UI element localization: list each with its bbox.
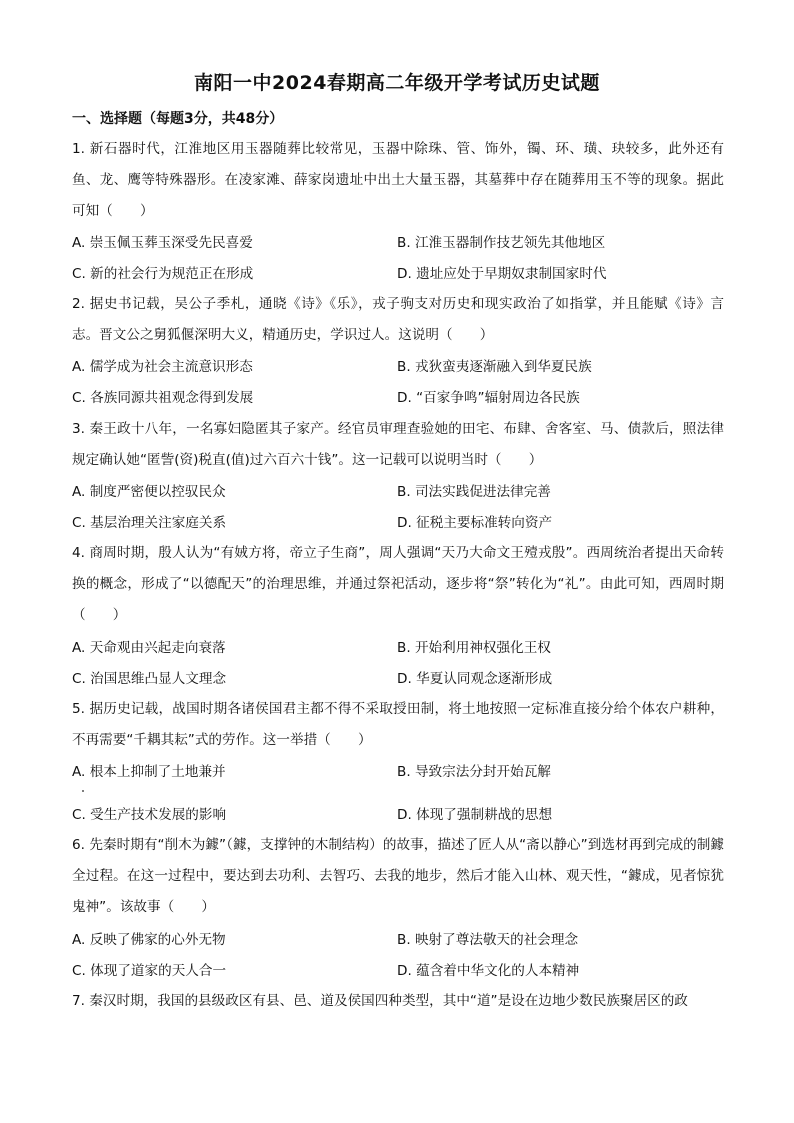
question-5-option-c[interactable]: C. 受生产技术发展的影响 [72,807,227,823]
question-4-option-b[interactable]: B. 开始利用神权强化王权 [397,640,551,656]
question-7-text: 7. 秦汉时期，我国的县级政区有县、邑、道及侯国四种类型，其中“道”是设在边地少数民族聚居区的政 [72,993,688,1009]
question-3-option-a[interactable]: A. 制度严密便以控驭民众 [72,484,226,500]
exam-title: 南阳一中2024春期高二年级开学考试历史试题 [194,72,600,94]
question-2-option-b[interactable]: B. 戎狄蛮夷逐渐融入到华夏民族 [397,359,592,375]
question-6-option-b[interactable]: B. 映射了尊法敬天的社会理念 [397,932,579,948]
question-1-option-d[interactable]: D. 遗址应处于早期奴隶制国家时代 [397,266,607,282]
question-5-option-d[interactable]: D. 体现了强制耕战的思想 [397,807,553,823]
question-1-text: 1. 新石器时代，江淮地区用玉器随葬比较常见，玉器中除珠、管、饰外，镯、环、璜、玦较多，此外还有鱼、龙、鹰等特殊器形。在凌家滩、薛家岗遗址中出土大量玉器，其墓葬中存在随葬用玉不等的现象。据此可知（ ） [72,141,724,219]
question-1-option-b[interactable]: B. 江淮玉器制作技艺领先其他地区 [397,235,606,251]
question-5-option-a[interactable]: A. 根本上抑制了土地兼并 [72,764,226,780]
question-1-option-a[interactable]: A. 崇玉佩玉葬玉深受先民喜爱 [72,235,253,251]
question-2-text: 2. 据史书记载，吴公子季札，通晓《诗》《乐》，戎子驹支对历史和现实政治了如指掌，并且能赋《诗》言志。晋文公之舅狐偃深明大义，精通历史，学识过人。这说明（ ） [72,296,724,343]
question-4-option-c[interactable]: C. 治国思维凸显人文理念 [72,671,227,687]
question-5-text: 5. 据历史记载，战国时期各诸侯国君主都不得不采取授田制，将土地按照一定标准直接分给个体农户耕种，不再需要“千耦其耘”式的劳作。这一举措（ ） [72,701,724,748]
question-2-option-d[interactable]: D. “百家争鸣”辐射周边各民族 [397,390,580,406]
question-4-text: 4. 商周时期，殷人认为“有娀方将，帝立子生商”，周人强调“天乃大命文王殪戎殷”。西周统治者提出天命转换的概念，形成了“以德配天”的治理思维，并通过祭祀活动，逐步将“祭”转化为“礼”。由此可知，西周时期（ ） [72,545,724,623]
question-3-option-d[interactable]: D. 征税主要标准转向资产 [397,515,553,531]
question-2-option-a[interactable]: A. 儒学成为社会主流意识形态 [72,359,253,375]
question-6-option-d[interactable]: D. 蕴含着中华文化的人本精神 [397,963,580,979]
section-heading: 一、选择题（每题3分，共48分） [72,111,284,127]
question-4-option-a[interactable]: A. 天命观由兴起走向衰落 [72,640,226,656]
question-6-text: 6. 先秦时期有“削木为鐻”（鐻，支撑钟的木制结构）的故事，描述了匠人从“斋以静心”到选材再到完成的制鐻全过程。在这一过程中，要达到去功利、去智巧、去我的地步，然后才能入山林、观天性，“鐻成，见者惊犹鬼神”。该故事（ ） [72,837,724,915]
question-2-option-c[interactable]: C. 各族同源共祖观念得到发展 [72,390,254,406]
question-3-option-c[interactable]: C. 基层治理关注家庭关系 [72,515,227,531]
stray-dot-mark [82,790,84,792]
question-3-option-b[interactable]: B. 司法实践促进法律完善 [397,484,551,500]
question-3-text: 3. 秦王政十八年，一名寡妇隐匿其子家产。经官员审理查验她的田宅、布肆、舍客室、马、债款后，照法律规定确认她“匿訾(资)税直(值)过六百六十钱”。这一记载可以说明当时（ ） [72,421,724,468]
question-4-option-d[interactable]: D. 华夏认同观念逐渐形成 [397,671,553,687]
question-6-option-a[interactable]: A. 反映了佛家的心外无物 [72,932,226,948]
question-6-option-c[interactable]: C. 体现了道家的天人合一 [72,963,227,979]
question-5-option-b[interactable]: B. 导致宗法分封开始瓦解 [397,764,551,780]
question-1-option-c[interactable]: C. 新的社会行为规范正在形成 [72,266,254,282]
